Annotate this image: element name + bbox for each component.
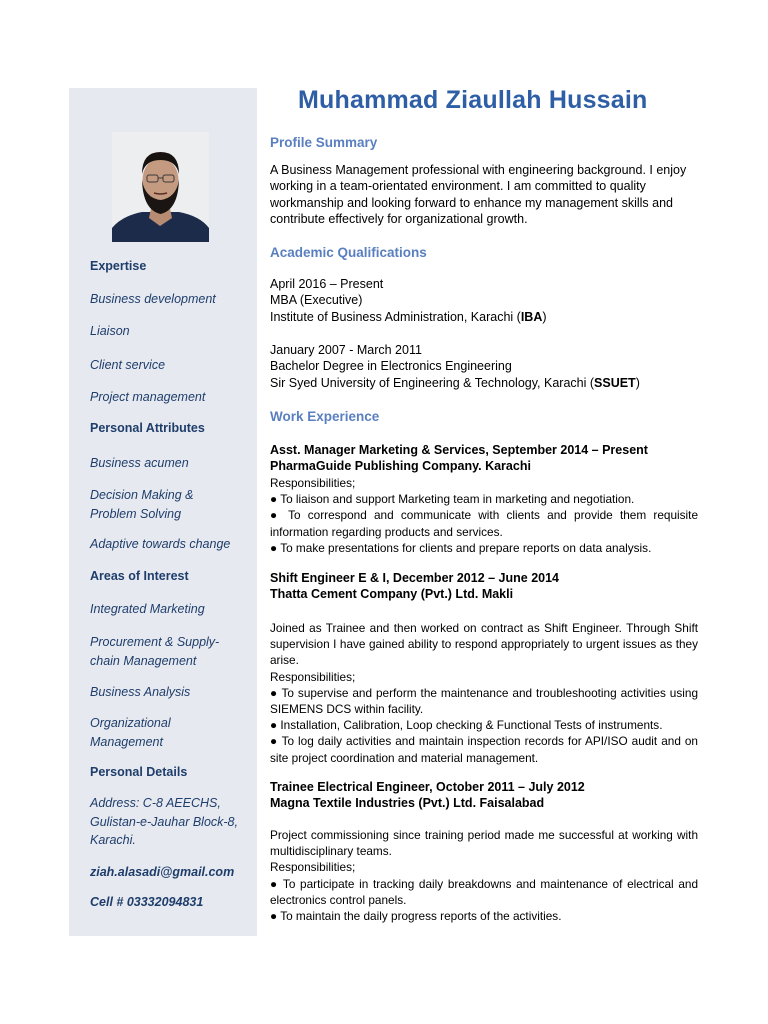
responsibilities-label: Responsibilities; bbox=[270, 860, 356, 875]
job-details bbox=[270, 827, 698, 924]
academic-institute: Institute of Business Administration, Karachi ( bbox=[270, 309, 521, 324]
attribute-item: Business acumen bbox=[90, 456, 189, 470]
responsibility-item: ● To supervise and perform the maintenance and troubleshooting activities using SIEMENS DCS within facility. bbox=[270, 685, 698, 717]
details-heading: Personal Details bbox=[90, 765, 188, 779]
responsibilities-label: Responsibilities; bbox=[270, 476, 356, 490]
expertise-item: Project management bbox=[90, 390, 206, 404]
responsibility-item: ● Installation, Calibration, Loop checking & Functional Tests of instruments. bbox=[270, 718, 663, 733]
profile-text: A Business Management professional with engineering background. I enjoy working in a team-orientated environment. I am committed to quality workmanship and looking forward to enhance my management skills and contribute effectively for organizational growth. bbox=[270, 163, 687, 226]
job-summary: Joined as Trainee and then worked on contract as Shift Engineer. Through Shift supervision I have gained ability to respond appropriately to urgent issues as they arise. bbox=[270, 621, 698, 668]
profile-heading: Profile Summary bbox=[270, 135, 378, 150]
job-title: Asst. Manager Marketing & Services, September 2014 – Present bbox=[270, 443, 648, 457]
academic-institute-close: ) bbox=[635, 375, 640, 390]
job-title: Shift Engineer E & I, December 2012 – June 2014 bbox=[270, 571, 560, 585]
job-company: PharmaGuide Publishing Company. Karachi bbox=[270, 459, 531, 474]
interest-item: Procurement & Supply-chain Management bbox=[90, 635, 220, 668]
profile-photo bbox=[112, 132, 209, 242]
academic-period: January 2007 - March 2011 bbox=[270, 343, 422, 357]
responsibility-item: ● To make presentations for clients and prepare reports on data analysis. bbox=[270, 540, 652, 555]
academic-heading: Academic Qualifications bbox=[270, 245, 427, 260]
interest-item: Business Analysis bbox=[90, 685, 191, 699]
responsibilities-label: Responsibilities; bbox=[270, 669, 356, 684]
address-text: Address: C-8 AEECHS, Gulistan-e-Jauhar Block-8, Karachi. bbox=[90, 796, 238, 847]
academic-institute-line bbox=[270, 375, 700, 391]
academic-institute-line bbox=[270, 309, 700, 325]
job-header bbox=[270, 442, 700, 475]
expertise-item: Liaison bbox=[90, 324, 130, 338]
portrait-image bbox=[112, 132, 209, 242]
interest-item: Integrated Marketing bbox=[90, 602, 205, 616]
responsibility-item: ● To correspond and communicate with clients and provide them requisite information regarding products and services. bbox=[270, 508, 698, 539]
academic-degree: MBA (Executive) bbox=[270, 293, 363, 308]
work-heading: Work Experience bbox=[270, 409, 380, 424]
attribute-item: Adaptive towards change bbox=[90, 537, 231, 551]
responsibility-item: ● To maintain the daily progress reports of the activities. bbox=[270, 909, 562, 924]
job-company: Thatta Cement Company (Pvt.) Ltd. Makli bbox=[270, 587, 514, 602]
cell-text: Cell # 03332094831 bbox=[90, 895, 204, 909]
expertise-item: Business development bbox=[90, 292, 216, 306]
interests-heading: Areas of Interest bbox=[90, 569, 189, 583]
job-title: Trainee Electrical Engineer, October 2011 – July 2012 bbox=[270, 780, 585, 794]
job-header bbox=[270, 570, 700, 603]
responsibility-item: ● To liaison and support Marketing team in marketing and negotiation. bbox=[270, 492, 635, 507]
academic-degree: Bachelor Degree in Electronics Engineering bbox=[270, 359, 512, 374]
job-summary: Project commissioning since training period made me successful at working with multidisciplinary teams. bbox=[270, 828, 698, 859]
email-text: ziah.alasadi@gmail.com bbox=[90, 865, 235, 879]
responsibility-item: ● To participate in tracking daily breakdowns and maintenance of electrical and electronics control panels. bbox=[270, 876, 698, 907]
job-details bbox=[270, 475, 698, 556]
job-company: Magna Textile Industries (Pvt.) Ltd. Faisalabad bbox=[270, 796, 545, 811]
responsibility-item: ● To log daily activities and maintain inspection records for API/ISO audit and on site project coordination and material management. bbox=[270, 734, 698, 765]
attribute-item: Decision Making & Problem Solving bbox=[90, 488, 194, 521]
academic-institute-close: ) bbox=[542, 309, 547, 324]
academic-entry bbox=[270, 276, 700, 325]
expertise-item: Client service bbox=[90, 358, 166, 372]
expertise-heading: Expertise bbox=[90, 259, 147, 273]
job-details bbox=[270, 620, 698, 766]
academic-entry bbox=[270, 342, 700, 391]
academic-institute-abbr: SSUET bbox=[594, 375, 636, 390]
job-header bbox=[270, 779, 700, 812]
academic-institute-abbr: IBA bbox=[520, 309, 543, 324]
candidate-name: Muhammad Ziaullah Hussain bbox=[298, 86, 648, 114]
academic-institute: Sir Syed University of Engineering & Technology, Karachi ( bbox=[270, 375, 595, 390]
attributes-heading: Personal Attributes bbox=[90, 421, 205, 435]
interest-item: Organizational Management bbox=[90, 716, 171, 749]
academic-period: April 2016 – Present bbox=[270, 277, 384, 291]
